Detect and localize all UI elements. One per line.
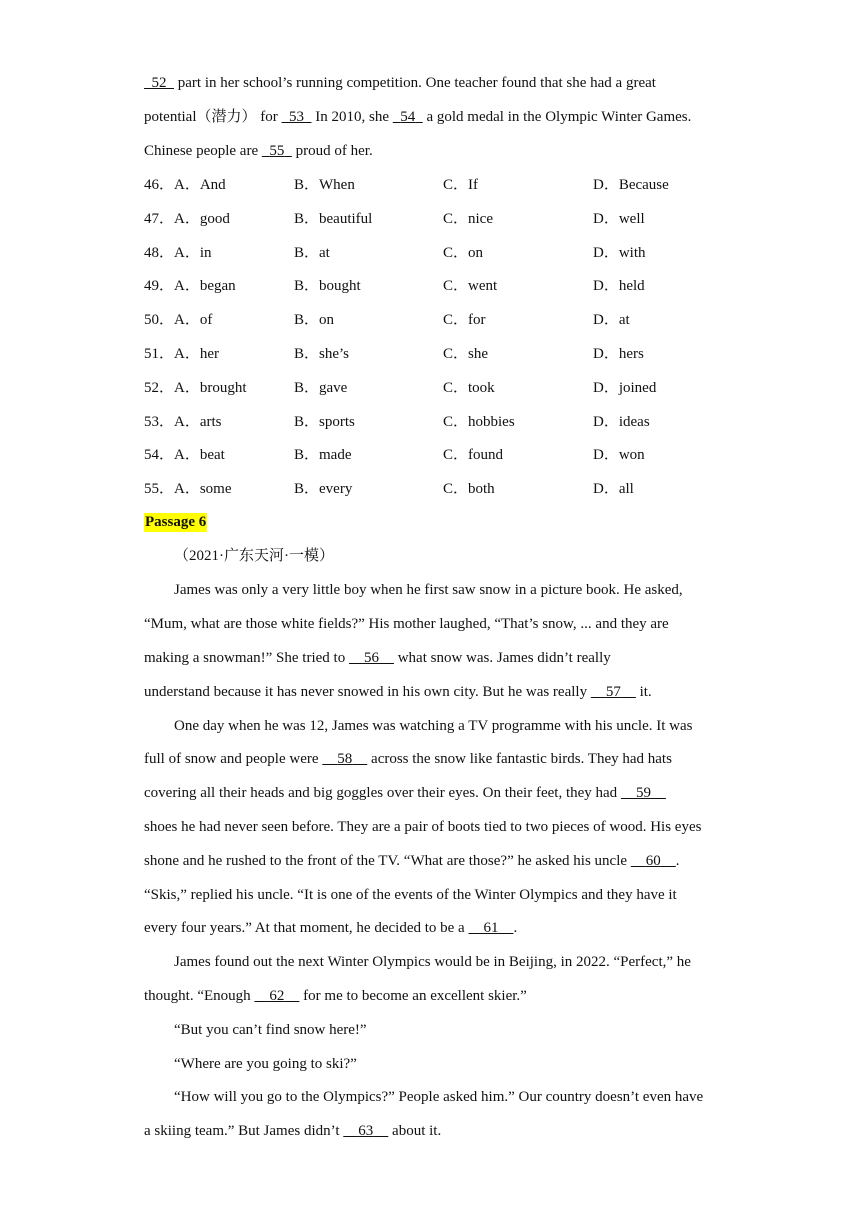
option-c[interactable]: C．found [443,447,504,463]
option-c[interactable]: C．nice [443,211,493,227]
text-line: thought. “Enough 62 for me to become an excellent skier.” [144,988,527,1004]
question-row [144,210,744,228]
option-c[interactable]: C．both [443,481,495,497]
option-d[interactable]: D．all [593,481,634,497]
passage-title: Passage 6 [145,514,207,530]
text-line: “Mum, what are those white fields?” His mother laughed, “That’s snow, ... and they are [144,616,669,632]
option-c[interactable]: C．took [443,380,495,396]
option-a[interactable]: 50．A．of [144,312,213,328]
option-c[interactable]: C．went [443,278,498,294]
option-b[interactable]: B．beautiful [294,211,373,227]
blank-60[interactable]: 60 [645,853,661,869]
option-d[interactable]: D．ideas [593,414,650,430]
blank-62[interactable]: 62 [269,988,285,1004]
blank-58[interactable]: 58 [337,751,353,767]
text-line: 52 part in her school’s running competition. One teacher found that she had a great [144,74,656,92]
text-line: One day when he was 12, James was watching a TV programme with his uncle. It was [174,718,693,734]
question-row [144,446,744,464]
question-row [144,244,744,262]
option-a[interactable]: 52．A．brought [144,380,247,396]
question-row [144,379,744,397]
option-d[interactable]: D．held [593,278,645,294]
option-a[interactable]: 49．A．began [144,278,236,294]
text-line: every four years.” At that moment, he decided to be a 61 . [144,920,518,936]
question-row [144,311,744,329]
text-line: James found out the next Winter Olympics would be in Beijing, in 2022. “Perfect,” he [174,954,691,970]
text-line: “Where are you going to ski?” [174,1056,357,1072]
text-line: shoes he had never seen before. They are a pair of boots tied to two pieces of wood. His eyes [144,819,702,835]
blank-59[interactable]: 59 [635,785,651,801]
blank-53[interactable]: 53 [288,109,304,125]
text-line: a skiing team.” But James didn’t 63 about it. [144,1123,442,1139]
blank-57[interactable]: 57 [605,684,621,700]
blank-61[interactable]: 61 [483,920,499,936]
text-line: “How will you go to the Olympics?” People asked him.” Our country doesn’t even have [174,1089,704,1105]
option-c[interactable]: C．If [443,177,478,193]
text-line: potential（潜力） for 53 In 2010, she 54 a gold medal in the Olympic Winter Games. [144,109,692,125]
blank-52[interactable]: 52 [151,75,167,91]
blank-55[interactable]: 55 [269,143,285,159]
option-b[interactable]: B．made [294,447,352,463]
option-d[interactable]: D．hers [593,346,644,362]
text-line: understand because it has never snowed in his own city. But he was really 57 it. [144,684,652,700]
option-b[interactable]: B．When [294,177,355,193]
text-line: shone and he rushed to the front of the TV. “What are those?” he asked his uncle 60 . [144,853,680,869]
option-c[interactable]: C．on [443,245,484,261]
option-b[interactable]: B．sports [294,414,355,430]
option-d[interactable]: D．at [593,312,630,328]
blank-63[interactable]: 63 [358,1123,374,1139]
option-b[interactable]: B．every [294,481,353,497]
option-b[interactable]: B．on [294,312,335,328]
question-row [144,176,744,194]
blank-56[interactable]: 56 [363,650,379,666]
option-d[interactable]: D．Because [593,177,669,193]
option-a[interactable]: 51．A．her [144,346,220,362]
text-line: making a snowman!” She tried to 56 what snow was. James didn’t really [144,650,611,666]
option-a[interactable]: 47．A．good [144,211,230,227]
question-row [144,413,744,431]
text-line: “But you can’t find snow here!” [174,1022,367,1038]
option-b[interactable]: B．gave [294,380,348,396]
option-b[interactable]: B．bought [294,278,361,294]
option-a[interactable]: 55．A．some [144,481,232,497]
question-row [144,277,744,295]
text-line: “Skis,” replied his uncle. “It is one of the events of the Winter Olympics and they have it [144,887,677,903]
option-c[interactable]: C．hobbies [443,414,515,430]
option-a[interactable]: 46．A．And [144,177,226,193]
option-a[interactable]: 48．A．in [144,245,212,261]
option-a[interactable]: 53．A．arts [144,414,222,430]
option-d[interactable]: D．joined [593,380,657,396]
text-line: covering all their heads and big goggles over their eyes. On their feet, they had 59 [144,784,666,802]
question-row [144,345,744,363]
option-a[interactable]: 54．A．beat [144,447,225,463]
text-line: James was only a very little boy when he first saw snow in a picture book. He asked, [174,582,683,598]
question-row [144,480,744,498]
option-c[interactable]: C．she [443,346,489,362]
option-d[interactable]: D．won [593,447,645,463]
option-b[interactable]: B．at [294,245,330,261]
text-line: full of snow and people were 58 across the snow like fantastic birds. They had hats [144,751,672,767]
option-d[interactable]: D．with [593,245,646,261]
option-d[interactable]: D．well [593,211,645,227]
text-line: Chinese people are 55 proud of her. [144,143,373,159]
option-b[interactable]: B．she’s [294,346,350,362]
option-c[interactable]: C．for [443,312,486,328]
passage-source: （2021·广东天河·一模） [174,548,334,564]
blank-54[interactable]: 54 [400,109,416,125]
